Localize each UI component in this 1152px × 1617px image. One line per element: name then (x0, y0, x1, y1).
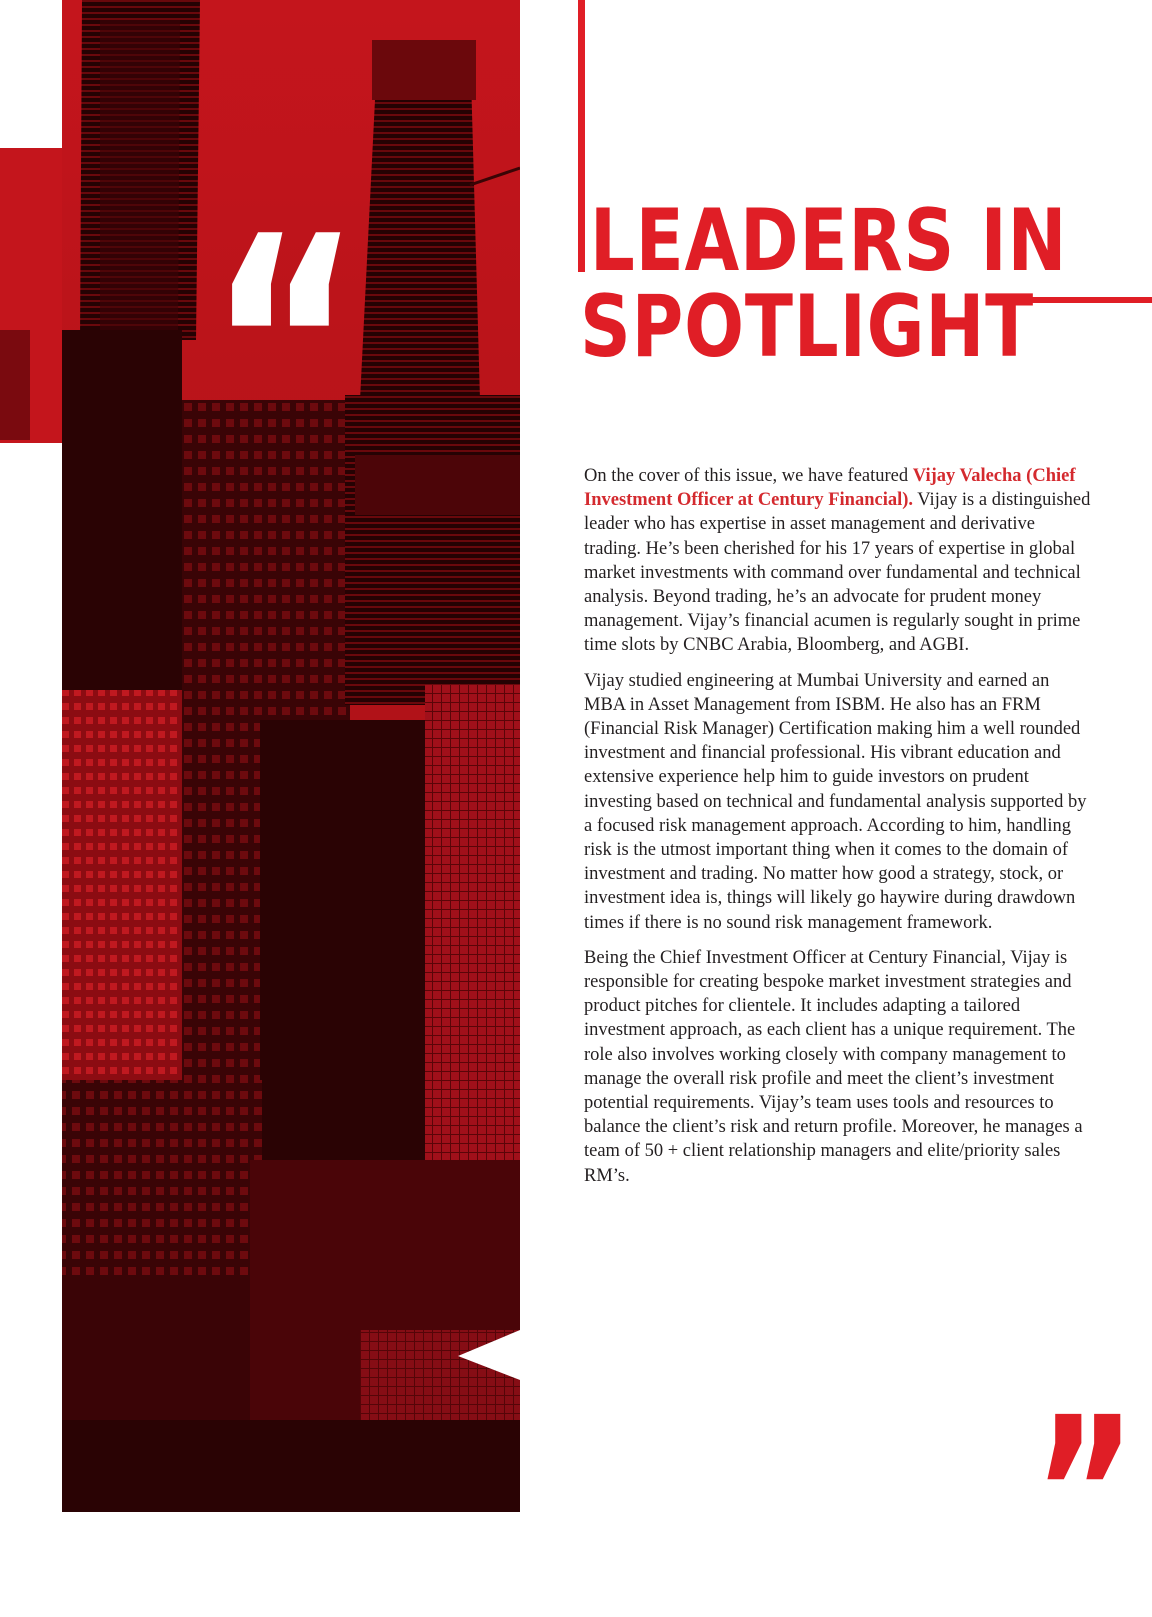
page-title (580, 191, 1068, 377)
title-line-2: SPOTLIGHT (580, 277, 1035, 377)
close-quote-icon: ” (1033, 1372, 1137, 1617)
featured-person-name: Vijay Valecha (Chief Investment Officer at Century Financial). (584, 466, 1076, 511)
article-body (584, 464, 1092, 1199)
paragraph-1-rest: Vijay is a distinguished leader who has expertise in asset management and derivative trading. He’s been cherished for his 17 years of expertise in global market investments with command over fundamental and technical analysis. Beyond trading, he’s an advocate for prudent money management. Vijay’s financial acumen is regularly sought in prime time slots by CNBC Arabia, Bloomberg, and AGBI. (584, 490, 1091, 656)
paragraph-3: Being the Chief Investment Officer at Century Financial, Vijay is responsible for creating bespoke market investment strategies and product pitches for clientele. It includes adapting a tailored investment approach, as each client has a unique requirement. The role also involves working closely with company management to manage the overall risk profile and meet the client’s investment potential requirements. Vijay’s team uses tools and resources to balance the client’s risk and return profile. Moreover, he manages a team of 50 + client relationship managers and elite/priority sales RM’s. (584, 947, 1083, 1186)
paragraph-1-lead: On the cover of this issue, we have featured (584, 466, 913, 486)
paragraph-1 (584, 464, 1092, 658)
paragraph-2: Vijay studied engineering at Mumbai University and earned an MBA in Asset Management from ISBM. He also has an FRM (Financial Risk Manager) Certification making him a well rounded investment and financial professional. His vibrant education and extensive experience help him to guide investors on prudent investing based on technical and fundamental analysis supported by a focused risk management approach. According to him, handling risk is the utmost important thing when it comes to the domain of investment and trading. No matter how good a strategy, stock, or investment idea is, things will likely go haywire during drawdown times if there is no sound risk management framework. (584, 670, 1087, 933)
title-line-1: LEADERS IN (589, 191, 1068, 291)
open-quote-icon: “ (208, 173, 362, 522)
cityscape-photo (0, 0, 520, 1512)
